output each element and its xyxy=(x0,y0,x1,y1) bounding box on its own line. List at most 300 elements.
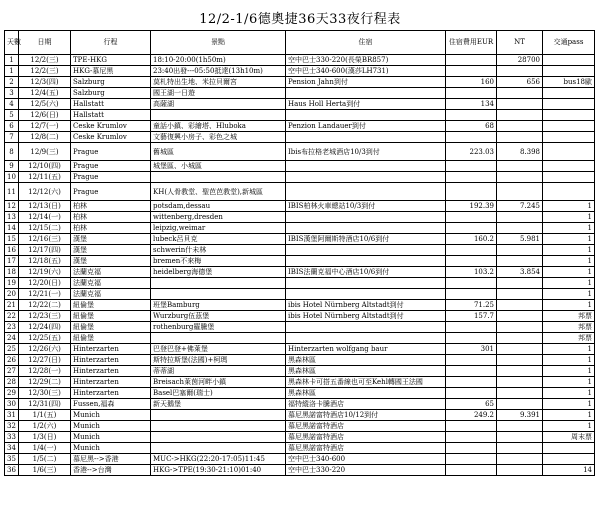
cell-route: 柏林 xyxy=(71,223,151,234)
cell-day: 7 xyxy=(5,132,19,143)
cell-nt xyxy=(497,110,543,121)
cell-spots: 23:40出發---05:50抵達(13h10m) xyxy=(151,66,286,77)
cell-pass xyxy=(543,121,595,132)
cell-eur: 192.39 xyxy=(446,201,497,212)
cell-pass: 1 xyxy=(543,366,595,377)
cell-eur: 65 xyxy=(446,399,497,410)
cell-nt xyxy=(497,161,543,172)
cell-route: 紐倫堡 xyxy=(71,322,151,333)
cell-nt xyxy=(497,99,543,110)
cell-route: Hinterzarten xyxy=(71,377,151,388)
cell-spots: Wurzburg伍茲堡 xyxy=(151,311,286,322)
cell-spots: heidelberg海德堡 xyxy=(151,267,286,278)
cell-date: 12/8(二) xyxy=(19,132,71,143)
cell-spots: rothenburg羅騰堡 xyxy=(151,322,286,333)
cell-nt: 28700 xyxy=(497,55,543,66)
cell-pass: 1 xyxy=(543,300,595,311)
table-row xyxy=(5,132,595,143)
cell-hotel: Hinterzarten wolfgang baur xyxy=(286,344,446,355)
cell-day: 23 xyxy=(5,322,19,333)
cell-spots: leipzig,weimar xyxy=(151,223,286,234)
cell-pass: 1 xyxy=(543,223,595,234)
cell-spots: Breisach萊茵河畔小鎮 xyxy=(151,377,286,388)
cell-nt: 7.245 xyxy=(497,201,543,212)
cell-date: 12/15(二) xyxy=(19,223,71,234)
cell-date: 1/2(六) xyxy=(19,421,71,432)
cell-hotel xyxy=(286,245,446,256)
cell-hotel: 空中巴士340-600 xyxy=(286,454,446,465)
cell-nt xyxy=(497,311,543,322)
cell-pass xyxy=(543,443,595,454)
cell-eur xyxy=(446,66,497,77)
cell-route: 法蘭克福 xyxy=(71,267,151,278)
cell-spots: schwerin什未林 xyxy=(151,245,286,256)
cell-day: 10 xyxy=(5,172,19,183)
cell-day: 28 xyxy=(5,377,19,388)
table-row xyxy=(5,256,595,267)
cell-route: Ceske Krumlov xyxy=(71,132,151,143)
cell-hotel xyxy=(286,161,446,172)
cell-eur xyxy=(446,333,497,344)
cell-pass xyxy=(543,172,595,183)
cell-route: Hallstatt xyxy=(71,110,151,121)
cell-hotel xyxy=(286,212,446,223)
cell-nt xyxy=(497,172,543,183)
cell-hotel: IBIS漢堡阿爾斯特酒店10/6到付 xyxy=(286,234,446,245)
cell-nt xyxy=(497,344,543,355)
cell-eur xyxy=(446,432,497,443)
cell-spots xyxy=(151,421,286,432)
cell-date: 12/23(三) xyxy=(19,311,71,322)
cell-date: 12/2(三) xyxy=(19,55,71,66)
cell-pass xyxy=(543,66,595,77)
cell-spots: 18:10-20:00(1h50m) xyxy=(151,55,286,66)
cell-day: 30 xyxy=(5,399,19,410)
cell-nt xyxy=(497,454,543,465)
table-row xyxy=(5,267,595,278)
cell-day: 1 xyxy=(5,55,19,66)
table-row xyxy=(5,88,595,99)
cell-date: 12/30(三) xyxy=(19,388,71,399)
cell-hotel: 黑森林區 xyxy=(286,366,446,377)
cell-day: 21 xyxy=(5,300,19,311)
cell-date: 12/17(四) xyxy=(19,245,71,256)
cell-hotel: 黑森林區 xyxy=(286,355,446,366)
cell-nt xyxy=(497,88,543,99)
cell-eur xyxy=(446,465,497,476)
cell-hotel xyxy=(286,183,446,201)
table-row xyxy=(5,300,595,311)
cell-day: 19 xyxy=(5,278,19,289)
table-row xyxy=(5,201,595,212)
cell-pass: 1 xyxy=(543,289,595,300)
cell-route: 柏林 xyxy=(71,201,151,212)
cell-eur xyxy=(446,388,497,399)
cell-hotel xyxy=(286,172,446,183)
cell-eur: 249.2 xyxy=(446,410,497,421)
cell-eur xyxy=(446,223,497,234)
cell-date: 12/11(五) xyxy=(19,172,71,183)
cell-eur xyxy=(446,454,497,465)
cell-date: 12/29(二) xyxy=(19,377,71,388)
cell-pass: 1 xyxy=(543,344,595,355)
cell-pass: 1 xyxy=(543,256,595,267)
cell-date: 12/24(四) xyxy=(19,322,71,333)
cell-nt: 3.854 xyxy=(497,267,543,278)
cell-nt xyxy=(497,245,543,256)
header-day: 天數 xyxy=(5,31,19,55)
cell-spots: 童話小鎮、彩繪塔、Hluboka xyxy=(151,121,286,132)
cell-date: 12/27(日) xyxy=(19,355,71,366)
cell-date: 12/13(日) xyxy=(19,201,71,212)
cell-spots: 文藝復興小房子、彩色之城 xyxy=(151,132,286,143)
cell-route: 紐倫堡 xyxy=(71,333,151,344)
cell-route: Munich xyxy=(71,432,151,443)
cell-nt xyxy=(497,388,543,399)
cell-date: 12/20(日) xyxy=(19,278,71,289)
cell-route: Munich xyxy=(71,443,151,454)
cell-hotel: 黑森林卡可搭五番線也可至Kehl轉國王法國 xyxy=(286,377,446,388)
cell-route: 漢堡 xyxy=(71,234,151,245)
header-spots: 景點 xyxy=(151,31,286,55)
cell-day: 24 xyxy=(5,333,19,344)
cell-nt xyxy=(497,121,543,132)
cell-nt: 656 xyxy=(497,77,543,88)
table-row xyxy=(5,77,595,88)
cell-day: 6 xyxy=(5,121,19,132)
cell-eur: 160 xyxy=(446,77,497,88)
cell-spots xyxy=(151,289,286,300)
cell-eur xyxy=(446,245,497,256)
cell-eur xyxy=(446,212,497,223)
cell-date: 1/4(一) xyxy=(19,443,71,454)
cell-day: 8 xyxy=(5,143,19,161)
cell-spots xyxy=(151,333,286,344)
cell-hotel: Penzion Landauer到付 xyxy=(286,121,446,132)
cell-hotel xyxy=(286,132,446,143)
itinerary-table xyxy=(4,30,595,476)
cell-date: 12/5(六) xyxy=(19,99,71,110)
cell-date: 12/14(一) xyxy=(19,212,71,223)
cell-date: 12/9(三) xyxy=(19,143,71,161)
cell-nt xyxy=(497,223,543,234)
cell-hotel xyxy=(286,333,446,344)
cell-day: 26 xyxy=(5,355,19,366)
cell-pass: 邦票 xyxy=(543,333,595,344)
page-title: 12/2-1/6德奧捷36天33夜行程表 xyxy=(199,12,401,27)
cell-hotel: 慕尼黑諾富特酒店 xyxy=(286,443,446,454)
cell-route: 漢堡 xyxy=(71,256,151,267)
cell-route: 柏林 xyxy=(71,212,151,223)
cell-route: Hinterzarten xyxy=(71,366,151,377)
cell-spots: 班堡Bamburg xyxy=(151,300,286,311)
cell-nt xyxy=(497,421,543,432)
cell-hotel: 空中巴士330-220 xyxy=(286,465,446,476)
cell-date: 12/16(三) xyxy=(19,234,71,245)
cell-hotel: Ibis布拉格老城酒店10/3到付 xyxy=(286,143,446,161)
table-row xyxy=(5,333,595,344)
cell-eur: 301 xyxy=(446,344,497,355)
cell-day: 4 xyxy=(5,99,19,110)
cell-pass xyxy=(543,132,595,143)
cell-pass: 1 xyxy=(543,421,595,432)
cell-route: 漢堡 xyxy=(71,245,151,256)
cell-spots xyxy=(151,278,286,289)
cell-date: 1/3(日) xyxy=(19,432,71,443)
cell-pass xyxy=(543,110,595,121)
cell-hotel: IBIS柏林火車總站10/3到付 xyxy=(286,201,446,212)
cell-pass: 1 xyxy=(543,399,595,410)
table-row xyxy=(5,454,595,465)
cell-day: 34 xyxy=(5,443,19,454)
table-row xyxy=(5,289,595,300)
cell-eur xyxy=(446,322,497,333)
cell-day: 25 xyxy=(5,344,19,355)
cell-day: 33 xyxy=(5,432,19,443)
cell-eur xyxy=(446,355,497,366)
table-row xyxy=(5,234,595,245)
cell-date: 1/6(三) xyxy=(19,465,71,476)
table-row xyxy=(5,432,595,443)
cell-date: 12/21(一) xyxy=(19,289,71,300)
cell-day: 20 xyxy=(5,289,19,300)
cell-date: 12/31(四) xyxy=(19,399,71,410)
cell-route: Prague xyxy=(71,143,151,161)
cell-route: Munich xyxy=(71,421,151,432)
header-eur: 住宿費用EUR xyxy=(446,31,497,55)
cell-spots xyxy=(151,443,286,454)
table-row xyxy=(5,223,595,234)
cell-spots: MUC->HKG(22:20-17:05)11:45 xyxy=(151,454,286,465)
cell-nt xyxy=(497,355,543,366)
cell-eur: 68 xyxy=(446,121,497,132)
cell-hotel xyxy=(286,223,446,234)
cell-day: 1 xyxy=(5,66,19,77)
cell-pass xyxy=(543,55,595,66)
table-row xyxy=(5,355,595,366)
cell-hotel xyxy=(286,278,446,289)
cell-hotel: 空中巴士340-600(漢莎LH731) xyxy=(286,66,446,77)
cell-nt: 8.398 xyxy=(497,143,543,161)
cell-pass: 1 xyxy=(543,267,595,278)
cell-route: TPE-HKG xyxy=(71,55,151,66)
cell-day: 12 xyxy=(5,201,19,212)
cell-eur xyxy=(446,110,497,121)
cell-pass: 1 xyxy=(543,410,595,421)
cell-day: 31 xyxy=(5,410,19,421)
cell-spots: wittenberg,dresden xyxy=(151,212,286,223)
cell-pass: 1 xyxy=(543,212,595,223)
cell-spots: 莫札特出生地、米拉貝爾宮 xyxy=(151,77,286,88)
cell-eur: 157.7 xyxy=(446,311,497,322)
header-pass: 交通pass xyxy=(543,31,595,55)
cell-route: Hinterzarten xyxy=(71,355,151,366)
cell-date: 12/4(五) xyxy=(19,88,71,99)
cell-spots: 斯特拉斯堡(法國)+柯瑪 xyxy=(151,355,286,366)
cell-spots: 巴登巴登+佛萊堡 xyxy=(151,344,286,355)
cell-pass xyxy=(543,88,595,99)
cell-day: 22 xyxy=(5,311,19,322)
header-date: 日期 xyxy=(19,31,71,55)
table-row xyxy=(5,410,595,421)
cell-hotel: Haus Holl Herta到付 xyxy=(286,99,446,110)
cell-hotel: 慕尼黑諾富特酒店10/12到付 xyxy=(286,410,446,421)
cell-spots: 城堡區、小城區 xyxy=(151,161,286,172)
cell-date: 12/7(一) xyxy=(19,121,71,132)
cell-eur xyxy=(446,132,497,143)
cell-spots: KH(人骨教堂、聖芭芭教堂),新城區 xyxy=(151,183,286,201)
cell-spots: bremen不來梅 xyxy=(151,256,286,267)
cell-eur: 160.2 xyxy=(446,234,497,245)
cell-route: Hinterzarten xyxy=(71,388,151,399)
table-row xyxy=(5,172,595,183)
cell-hotel: IBIS法蘭克福中心酒店10/6到付 xyxy=(286,267,446,278)
cell-pass: 1 xyxy=(543,245,595,256)
header-route: 行程 xyxy=(71,31,151,55)
cell-day: 32 xyxy=(5,421,19,432)
cell-date: 1/1(五) xyxy=(19,410,71,421)
cell-hotel: 慕尼黑諾富特酒店 xyxy=(286,421,446,432)
cell-nt xyxy=(497,399,543,410)
cell-date: 12/22(二) xyxy=(19,300,71,311)
cell-nt xyxy=(497,289,543,300)
cell-route: 紐倫堡 xyxy=(71,311,151,322)
cell-eur xyxy=(446,55,497,66)
cell-hotel: 福特縱洛卡騰酒店 xyxy=(286,399,446,410)
table-row xyxy=(5,55,595,66)
cell-spots: 高薩湖 xyxy=(151,99,286,110)
cell-hotel: 黑森林區 xyxy=(286,388,446,399)
cell-spots: 舊城區 xyxy=(151,143,286,161)
table-row xyxy=(5,366,595,377)
cell-spots: potsdam,dessau xyxy=(151,201,286,212)
cell-day: 18 xyxy=(5,267,19,278)
cell-pass: 1 xyxy=(543,201,595,212)
cell-day: 36 xyxy=(5,465,19,476)
cell-date: 12/19(六) xyxy=(19,267,71,278)
cell-nt xyxy=(497,132,543,143)
cell-pass xyxy=(543,99,595,110)
cell-eur: 134 xyxy=(446,99,497,110)
table-row xyxy=(5,322,595,333)
cell-pass: bus18歐 xyxy=(543,77,595,88)
cell-route: Hallstatt xyxy=(71,99,151,110)
table-row xyxy=(5,388,595,399)
table-row xyxy=(5,66,595,77)
table-row xyxy=(5,344,595,355)
cell-spots xyxy=(151,410,286,421)
cell-hotel xyxy=(286,289,446,300)
cell-pass: 邦票 xyxy=(543,322,595,333)
cell-eur xyxy=(446,172,497,183)
cell-route: Munich xyxy=(71,410,151,421)
cell-day: 35 xyxy=(5,454,19,465)
cell-pass: 14 xyxy=(543,465,595,476)
table-row xyxy=(5,212,595,223)
cell-route: Ceske Krumlov xyxy=(71,121,151,132)
header-nt: NT xyxy=(497,31,543,55)
cell-nt xyxy=(497,278,543,289)
cell-pass: 1 xyxy=(543,377,595,388)
cell-nt xyxy=(497,432,543,443)
cell-date: 1/5(二) xyxy=(19,454,71,465)
cell-route: Hinterzarten xyxy=(71,344,151,355)
cell-route: Prague xyxy=(71,172,151,183)
cell-day: 17 xyxy=(5,256,19,267)
cell-hotel: 慕尼黑諾富特酒店 xyxy=(286,432,446,443)
table-row xyxy=(5,311,595,322)
cell-date: 12/10(四) xyxy=(19,161,71,172)
cell-nt xyxy=(497,183,543,201)
cell-pass xyxy=(543,183,595,201)
cell-nt xyxy=(497,66,543,77)
cell-date: 12/2(三) xyxy=(19,66,71,77)
cell-day: 3 xyxy=(5,88,19,99)
cell-nt xyxy=(497,256,543,267)
cell-nt xyxy=(497,465,543,476)
cell-pass: 1 xyxy=(543,234,595,245)
cell-pass: 邦票 xyxy=(543,311,595,322)
cell-pass xyxy=(543,161,595,172)
table-row xyxy=(5,278,595,289)
table-row xyxy=(5,399,595,410)
cell-eur xyxy=(446,88,497,99)
cell-hotel: 空中巴士330-220(長榮BR857) xyxy=(286,55,446,66)
cell-hotel xyxy=(286,322,446,333)
cell-spots: 國王湖一日遊 xyxy=(151,88,286,99)
table-row xyxy=(5,183,595,201)
table-row xyxy=(5,143,595,161)
cell-route: Prague xyxy=(71,183,151,201)
cell-eur xyxy=(446,256,497,267)
cell-date: 12/18(五) xyxy=(19,256,71,267)
cell-day: 11 xyxy=(5,183,19,201)
cell-nt xyxy=(497,443,543,454)
cell-day: 29 xyxy=(5,388,19,399)
cell-pass xyxy=(543,454,595,465)
cell-date: 12/26(六) xyxy=(19,344,71,355)
cell-pass: 周末票 xyxy=(543,432,595,443)
cell-nt xyxy=(497,366,543,377)
cell-hotel xyxy=(286,110,446,121)
cell-route: 紐倫堡 xyxy=(71,300,151,311)
cell-eur: 71.25 xyxy=(446,300,497,311)
cell-spots xyxy=(151,110,286,121)
cell-nt xyxy=(497,377,543,388)
table-row xyxy=(5,465,595,476)
cell-eur: 223.03 xyxy=(446,143,497,161)
cell-day: 16 xyxy=(5,245,19,256)
cell-day: 9 xyxy=(5,161,19,172)
table-row xyxy=(5,161,595,172)
header-hotel: 住宿 xyxy=(286,31,446,55)
cell-hotel: Pension Jahn到付 xyxy=(286,77,446,88)
cell-date: 12/3(四) xyxy=(19,77,71,88)
cell-nt xyxy=(497,212,543,223)
cell-nt xyxy=(497,300,543,311)
table-row xyxy=(5,245,595,256)
cell-eur xyxy=(446,366,497,377)
cell-day: 14 xyxy=(5,223,19,234)
cell-route: Salzburg xyxy=(71,77,151,88)
table-row xyxy=(5,121,595,132)
cell-hotel xyxy=(286,88,446,99)
table-row xyxy=(5,99,595,110)
itinerary-body xyxy=(5,55,595,476)
cell-route: 香港-->台灣 xyxy=(71,465,151,476)
table-row xyxy=(5,377,595,388)
cell-spots: 蒂蒂湖 xyxy=(151,366,286,377)
